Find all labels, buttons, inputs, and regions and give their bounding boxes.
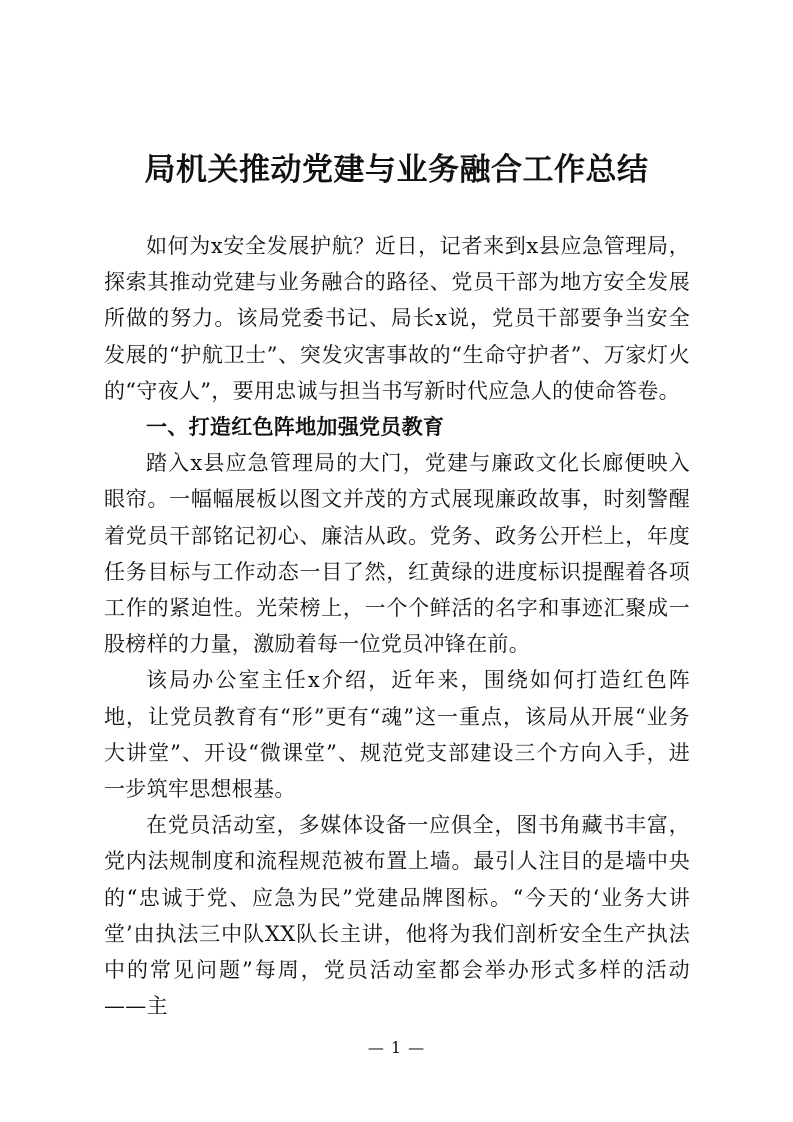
document-body xyxy=(104,228,690,1024)
body-paragraph: 在党员活动室，多媒体设备一应俱全，图书角藏书丰富，党内法规制度和流程规范被布置上墙。最引人注目的是墙中央的“忠诚于党、应急为民”党建品牌图标。“今天的‘业务大讲堂’由执法三中队XX队长主讲，他将为我们剖析安全生产执法中的常见问题”每周，党员活动室都会举办形式多样的活动——主 xyxy=(104,813,690,1019)
body-paragraph: 该局办公室主任x介绍，近年来，围绕如何打造红色阵地，让党员教育有“形”更有“魂”这一重点，该局从开展“业务大讲堂”、开设“微课堂”、规范党支部建设三个方向入手，进一步筑牢思想根基。 xyxy=(104,668,690,802)
intro-paragraph: 如何为x安全发展护航？近日，记者来到x县应急管理局，探索其推动党建与业务融合的路径、党员干部为地方安全发展所做的努力。该局党委书记、局长x说，党员干部要争当安全发展的“护航卫士”、突发灾害事故的“生命守护者”、万家灯火的“守夜人”，要用忠诚与担当书写新时代应急人的使命答卷。 xyxy=(104,234,690,403)
section-heading: 一、打造红色阵地加强党员教育 xyxy=(146,415,445,440)
body-paragraph: 踏入x县应急管理局的大门，党建与廉政文化长廊便映入眼帘。一幅幅展板以图文并茂的方式展现廉政故事，时刻警醒着党员干部铭记初心、廉洁从政。党务、政务公开栏上，年度任务目标与工作动态一目了然，红黄绿的进度标识提醒着各项工作的紧迫性。光荣榜上，一个个鲜活的名字和事迹汇聚成一股榜样的力量，激励着每一位党员冲锋在前。 xyxy=(104,451,690,657)
page-number: — 1 — xyxy=(367,1038,426,1057)
document-title: 局机关推动党建与业务融合工作总结 xyxy=(144,152,649,188)
